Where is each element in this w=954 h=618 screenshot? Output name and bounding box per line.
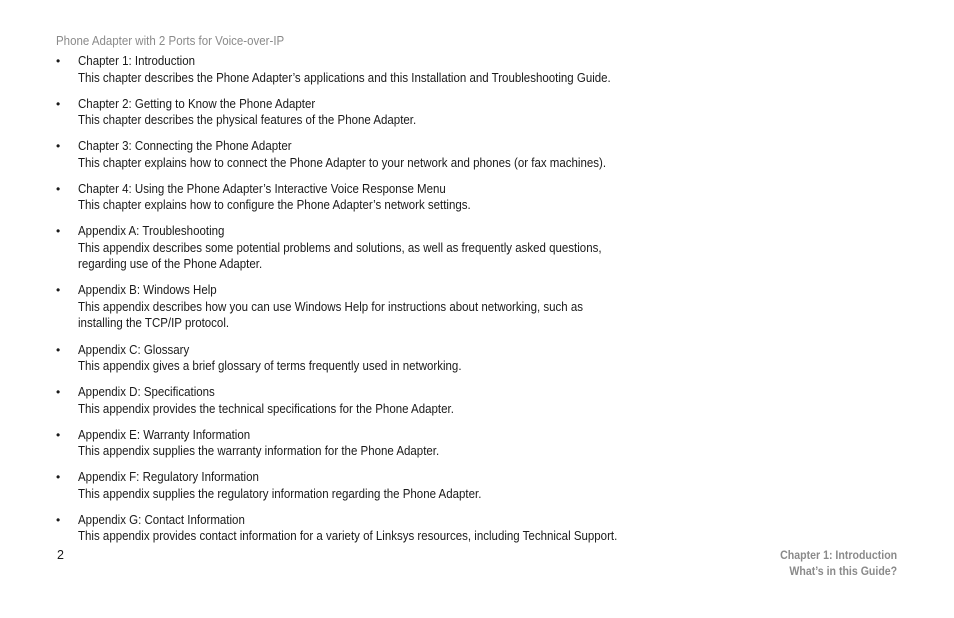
chapter-title: Chapter 3: Connecting the Phone Adapter [78,139,292,154]
appendix-description: This appendix gives a brief glossary of terms frequently used in networking. [78,359,462,374]
appendix-description: This appendix describes how you can use Windows Help for instructions about networking, such as installing the TCP/IP protocol. [78,299,583,331]
list-item [56,427,696,460]
appendix-description: This appendix provides the technical specifications for the Phone Adapter. [78,401,454,416]
chapter-description: This chapter describes the Phone Adapter’s applications and this Installation and Troubleshooting Guide. [78,70,611,85]
chapter-description: This chapter explains how to connect the Phone Adapter to your network and phones (or fax machines). [78,155,607,170]
bullet: • [56,54,61,68]
appendix-description: This appendix provides contact information for a variety of Linksys resources, including Technical Support. [78,529,618,544]
bullet: • [56,470,61,485]
chapter-list [56,53,696,555]
bullet: • [56,139,61,154]
bullet: • [56,385,61,400]
appendix-title: Appendix G: Contact Information [78,512,245,527]
list-item [56,282,696,332]
footer-chapter: Chapter 1: Introduction [780,550,897,562]
appendix-title: Appendix D: Specifications [78,385,215,400]
list-item [56,512,696,545]
appendix-description: This appendix supplies the warranty information for the Phone Adapter. [78,444,440,459]
appendix-title: Appendix E: Warranty Information [78,427,251,442]
appendix-title: Appendix C: Glossary [78,342,190,357]
bullet: • [56,427,61,442]
bullet: • [56,512,61,527]
running-header: Phone Adapter with 2 Ports for Voice-over-IP [56,34,285,48]
appendix-description: This appendix supplies the regulatory information regarding the Phone Adapter. [78,486,482,501]
chapter-title: Chapter 1: Introduction [78,54,195,68]
appendix-title: Appendix F: Regulatory Information [78,470,259,485]
page-number: 2 [57,548,64,562]
list-item [56,342,696,375]
appendix-title: Appendix A: Troubleshooting [78,224,225,239]
list-item [56,469,696,502]
list-item [56,53,696,86]
chapter-description: This chapter explains how to configure the Phone Adapter’s network settings. [78,198,471,213]
running-footer [780,548,897,580]
list-item [56,223,696,273]
appendix-description: This appendix describes some potential problems and solutions, as well as frequently asked questions, regarding use of the Phone Adapter. [78,240,602,272]
bullet: • [56,283,61,298]
bullet: • [56,96,61,111]
footer-section: What’s in this Guide? [789,566,897,578]
chapter-title: Chapter 4: Using the Phone Adapter’s Interactive Voice Response Menu [78,181,446,196]
appendix-title: Appendix B: Windows Help [78,283,217,298]
list-item [56,181,696,214]
chapter-description: This chapter describes the physical features of the Phone Adapter. [78,113,417,128]
list-item [56,138,696,171]
list-item [56,96,696,129]
bullet: • [56,181,61,196]
list-item [56,384,696,417]
bullet: • [56,342,61,357]
bullet: • [56,224,61,239]
chapter-title: Chapter 2: Getting to Know the Phone Adapter [78,96,316,111]
